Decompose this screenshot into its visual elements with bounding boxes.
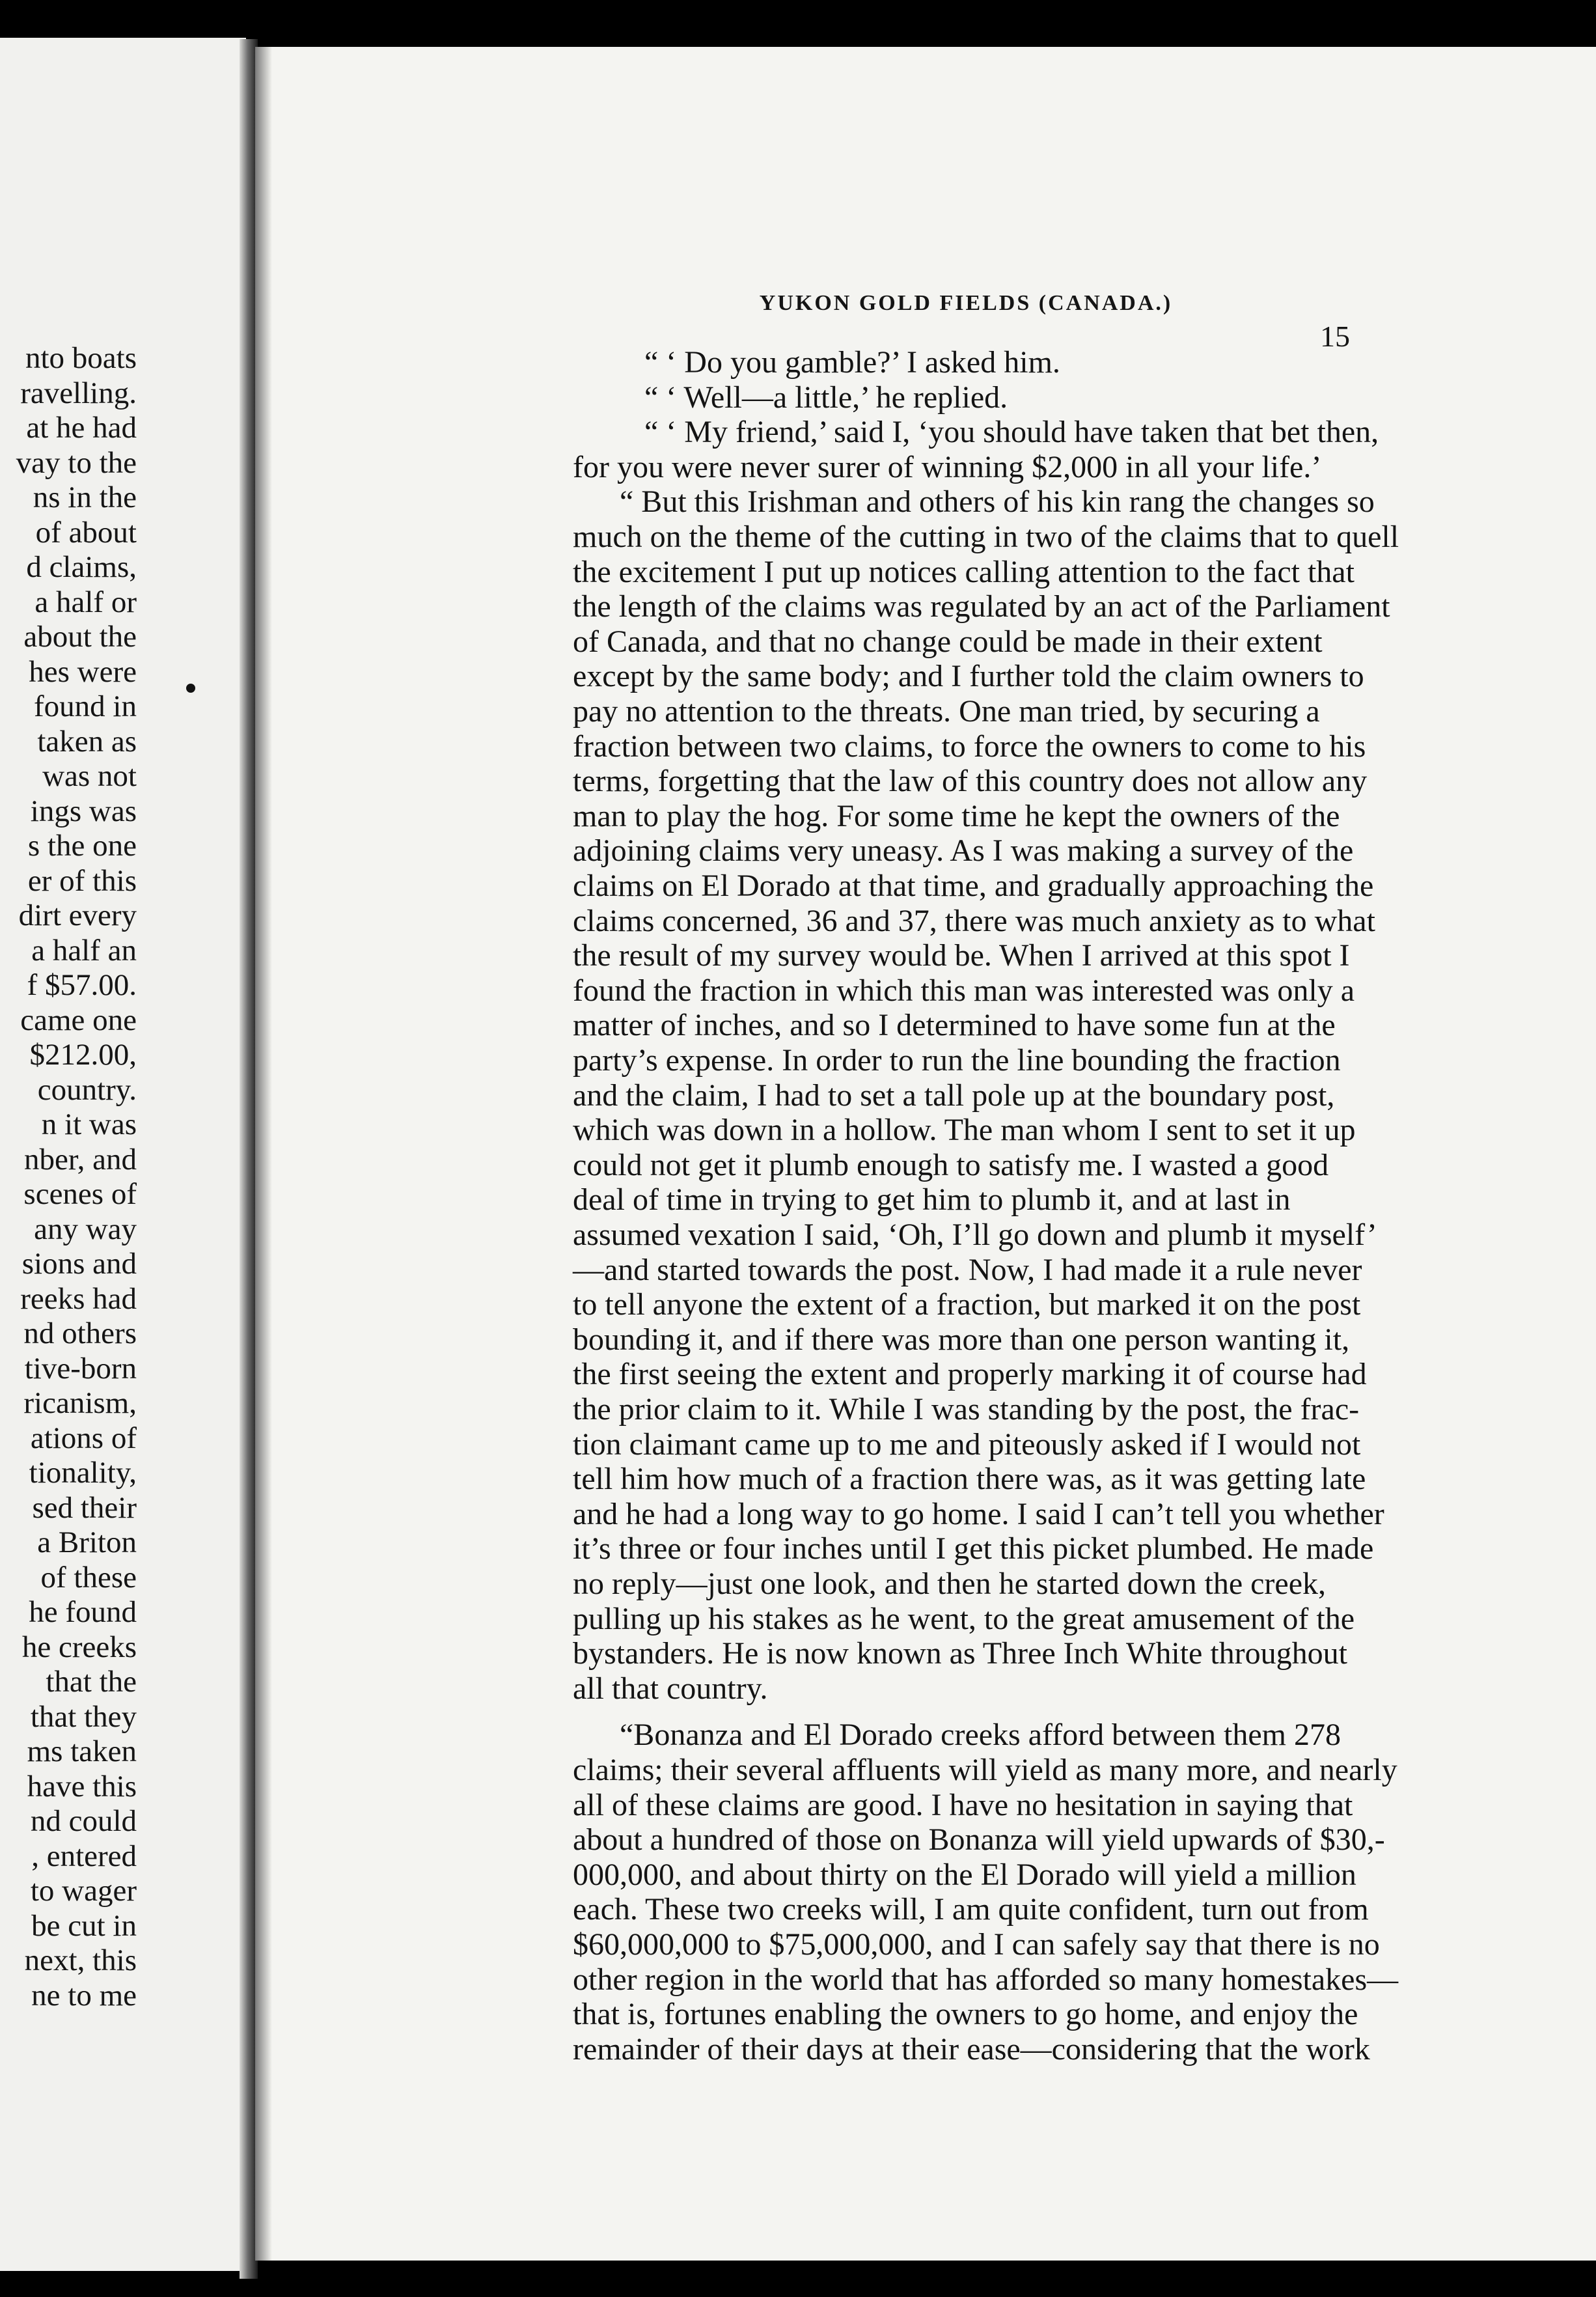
- left-page-line: vay to the: [16, 445, 137, 480]
- left-page-line: dirt every: [18, 898, 137, 932]
- left-page-line: scenes of: [23, 1177, 137, 1211]
- left-page-line: sed their: [32, 1490, 137, 1525]
- body-line: matter of inches, and so I determined to have some fun at the: [573, 1008, 1336, 1043]
- left-page-fragment: [0, 38, 246, 2271]
- body-line: about a hundred of those on Bonanza will yield upwards of $30,-: [573, 1822, 1385, 1858]
- ink-dot: [186, 684, 195, 693]
- left-page-line: have this: [27, 1769, 137, 1803]
- body-line: which was down in a hollow. The man whom I sent to set it up: [573, 1113, 1356, 1148]
- left-page-line: taken as: [37, 724, 137, 759]
- body-line: pulling up his stakes as he went, to the great amusement of the: [573, 1601, 1355, 1636]
- body-line: for you were never surer of winning $2,000 in all your life.’: [573, 449, 1322, 484]
- body-line: all that country.: [573, 1671, 768, 1706]
- body-line: —and started towards the post. Now, I had made it a rule never: [573, 1252, 1362, 1287]
- left-page-line: tive-born: [24, 1351, 137, 1385]
- body-line: “ ‘ My friend,’ said I, ‘you should have taken that bet then,: [644, 415, 1379, 450]
- body-line: assumed vexation I said, ‘Oh, I’ll go down and plumb it myself’: [573, 1218, 1377, 1252]
- body-line: that is, fortunes enabling the owners to go home, and enjoy the: [573, 1997, 1358, 2032]
- body-line: to tell anyone the extent of a fraction, but marked it on the post: [573, 1287, 1361, 1322]
- left-page-line: of these: [40, 1560, 137, 1594]
- body-line: man to play the hog. For some time he kept the owners of the: [573, 798, 1340, 833]
- body-line: tion claimant came up to me and piteously asked if I would not: [573, 1427, 1361, 1462]
- body-line: pay no attention to the threats. One man tried, by securing a: [573, 694, 1320, 729]
- main-page: [255, 47, 1596, 2261]
- left-page-line: be cut in: [31, 1908, 137, 1943]
- body-line: tell him how much of a fraction there was, as it was getting late: [573, 1462, 1366, 1497]
- left-page-line: $212.00,: [29, 1038, 137, 1072]
- body-line: “ ‘ Well—a little,’ he replied.: [644, 380, 1008, 415]
- body-line: except by the same body; and I further told the claim owners to: [573, 659, 1364, 694]
- left-page-line: nber, and: [24, 1142, 137, 1176]
- body-text: [255, 47, 1596, 2261]
- left-page-line: was not: [42, 759, 137, 793]
- body-line: “ But this Irishman and others of his kin rang the changes so: [620, 484, 1375, 520]
- left-page-line: found in: [34, 689, 137, 723]
- left-page-line: to wager: [30, 1874, 137, 1908]
- left-page-line: that they: [30, 1699, 137, 1734]
- left-page-line: ings was: [30, 794, 137, 828]
- running-head: YUKON GOLD FIELDS (CANADA.): [759, 291, 1173, 315]
- left-page-line: he found: [29, 1595, 137, 1629]
- left-page-line: nd others: [23, 1316, 137, 1350]
- body-line: other region in the world that has afforded so many homestakes—: [573, 1962, 1399, 1997]
- body-line: claims on El Dorado at that time, and gradually approaching the: [573, 869, 1374, 903]
- left-page-line: sions and: [21, 1247, 137, 1281]
- left-page-line: ms taken: [27, 1734, 137, 1768]
- left-page-line: nd could: [30, 1804, 137, 1838]
- left-page-line: he creeks: [21, 1630, 137, 1664]
- body-line: adjoining claims very uneasy. As I was making a survey of the: [573, 833, 1354, 869]
- left-page-line: any way: [34, 1212, 137, 1246]
- body-line: “Bonanza and El Dorado creeks afford between them 278: [620, 1718, 1341, 1753]
- body-line: found the fraction in which this man was interested was only a: [573, 973, 1355, 1008]
- left-page-line: er of this: [27, 863, 137, 898]
- body-line: all of these claims are good. I have no hesitation in saying that: [573, 1787, 1353, 1822]
- left-page-line: nto boats: [25, 341, 137, 375]
- left-page-line: f $57.00.: [27, 968, 137, 1002]
- left-page-line: ravelling.: [20, 376, 137, 410]
- body-line: 000,000, and about thirty on the El Dorado will yield a million: [573, 1857, 1356, 1892]
- left-page-line: came one: [20, 1003, 137, 1037]
- body-line: the first seeing the extent and properly marking it of course had: [573, 1357, 1367, 1392]
- body-line: the prior claim to it. While I was standing by the post, the frac-: [573, 1392, 1360, 1427]
- left-page-line: ne to me: [31, 1978, 137, 2012]
- body-line: party’s expense. In order to run the line bounding the fraction: [573, 1043, 1341, 1078]
- body-line: it’s three or four inches until I get this picket plumbed. He made: [573, 1531, 1374, 1566]
- body-line: of Canada, and that no change could be made in their extent: [573, 624, 1323, 659]
- left-page-line: next, this: [24, 1943, 137, 1977]
- left-page-line: at he had: [26, 411, 137, 445]
- left-page-line: ricanism,: [23, 1386, 137, 1420]
- body-line: bystanders. He is now known as Three Inch White throughout: [573, 1636, 1347, 1671]
- body-line: claims concerned, 36 and 37, there was much anxiety as to what: [573, 903, 1375, 938]
- body-line: claims; their several affluents will yield as many more, and nearly: [573, 1753, 1397, 1787]
- left-page-line: a Briton: [37, 1525, 137, 1559]
- left-page-line: ations of: [30, 1421, 137, 1455]
- body-line: terms, forgetting that the law of this country does not allow any: [573, 764, 1368, 799]
- body-line: and he had a long way to go home. I said I can’t tell you whether: [573, 1496, 1384, 1531]
- left-page-line: that the: [46, 1665, 137, 1699]
- body-line: much on the theme of the cutting in two of the claims that to quell: [573, 520, 1399, 554]
- body-line: each. These two creeks will, I am quite confident, turn out from: [573, 1892, 1369, 1927]
- left-page-line: reeks had: [20, 1281, 137, 1316]
- left-page-line: a half an: [31, 933, 137, 968]
- body-line: bounding it, and if there was more than one person wanting it,: [573, 1322, 1350, 1357]
- left-page-line: country.: [37, 1072, 137, 1107]
- left-page-line: d claims,: [26, 550, 137, 584]
- body-line: “ ‘ Do you gamble?’ I asked him.: [644, 345, 1060, 380]
- body-line: the length of the claims was regulated by an act of the Parliament: [573, 589, 1390, 624]
- left-page-line: , entered: [31, 1839, 137, 1873]
- left-page-line: of about: [35, 515, 137, 550]
- left-page-line: hes were: [29, 654, 137, 689]
- left-page-line: ns in the: [33, 480, 137, 514]
- page-number: 15: [1320, 320, 1350, 353]
- left-page-line: n it was: [41, 1107, 137, 1141]
- body-line: deal of time in trying to get him to plumb it, and at last in: [573, 1182, 1291, 1218]
- body-line: the excitement I put up notices calling attention to the fact that: [573, 554, 1355, 589]
- body-line: remainder of their days at their ease—considering that the work: [573, 2031, 1370, 2067]
- left-page-line: a half or: [34, 585, 137, 619]
- body-line: fraction between two claims, to force the owners to come to his: [573, 729, 1366, 764]
- body-line: $60,000,000 to $75,000,000, and I can safely say that there is no: [573, 1927, 1380, 1962]
- body-line: and the claim, I had to set a tall pole up at the boundary post,: [573, 1078, 1335, 1113]
- body-line: could not get it plumb enough to satisfy me. I wasted a good: [573, 1147, 1329, 1182]
- left-page-line: about the: [23, 620, 137, 654]
- body-line: no reply—just one look, and then he started down the creek,: [573, 1566, 1327, 1601]
- left-page-line: s the one: [27, 829, 137, 863]
- left-page-line: tionality,: [29, 1456, 137, 1490]
- body-line: the result of my survey would be. When I arrived at this spot I: [573, 938, 1350, 973]
